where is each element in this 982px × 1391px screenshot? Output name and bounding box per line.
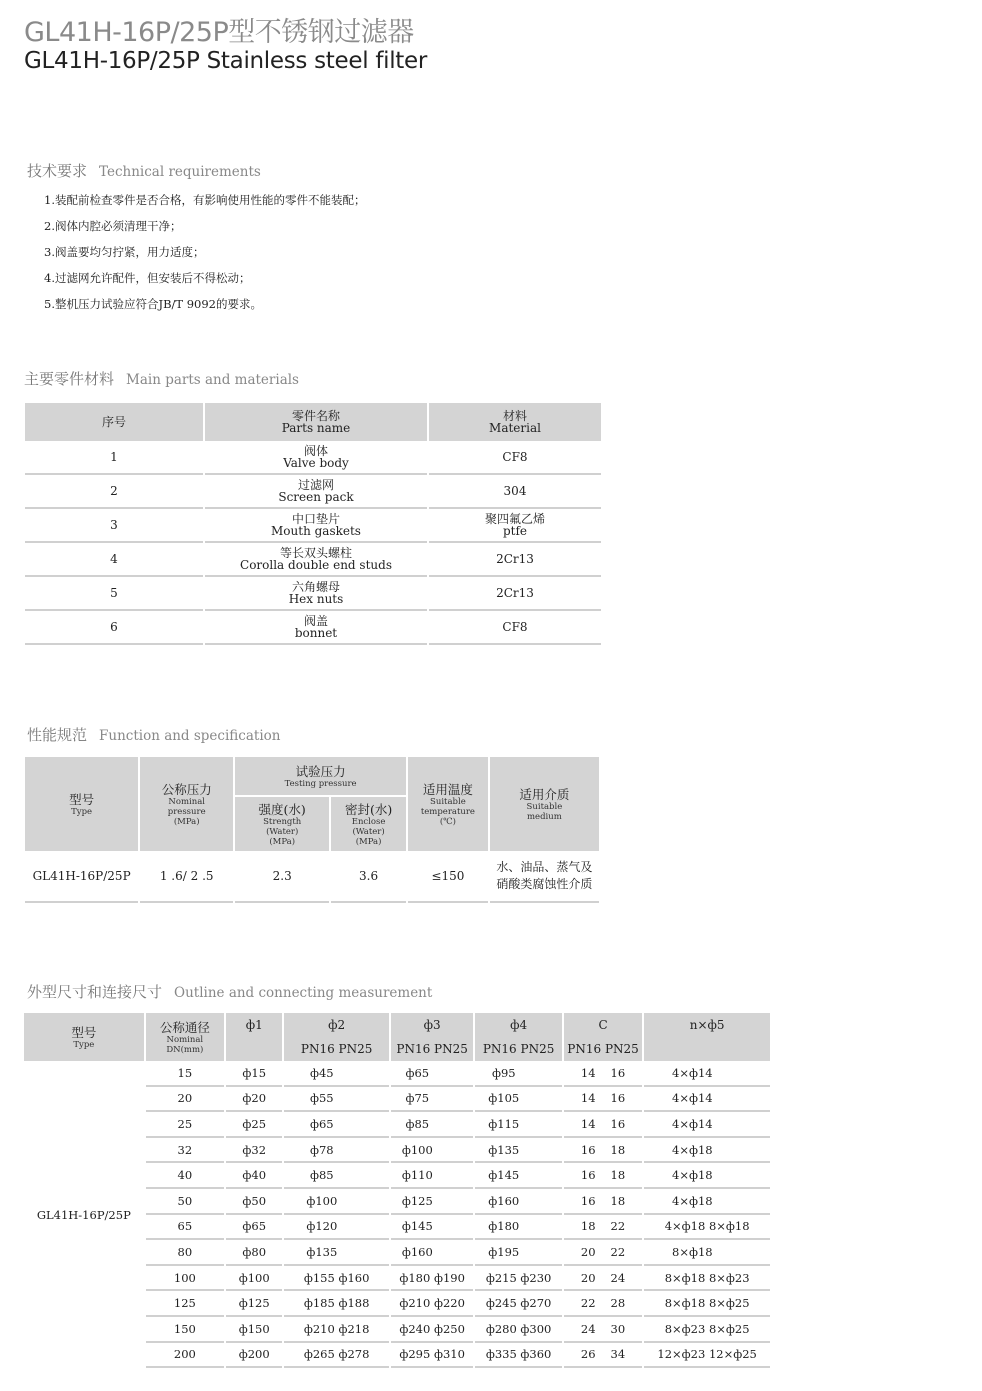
table-row <box>25 543 601 577</box>
dims-d3-cell: ф65 <box>391 1061 473 1087</box>
part-name-cell: 等长双头螺柱 Corolla double end studs <box>205 543 427 577</box>
tech-requirements-list <box>44 190 365 320</box>
part-name-cell: 阀盖 bonnet <box>205 611 427 645</box>
dims-n-cell: 4×ф18 <box>644 1189 770 1215</box>
dims-d3-cell: ф295 ф310 <box>391 1343 473 1369</box>
dims-d2-cell: ф78 <box>284 1138 389 1164</box>
func-medium-cell: 水、油品、蒸气及 硝酸类腐蚀性介质 <box>490 851 599 903</box>
dims-d2-cell: ф185 ф188 <box>284 1291 389 1317</box>
dims-d2-cell: ф120 <box>284 1215 389 1241</box>
dims-d3-cell: ф210 ф220 <box>391 1291 473 1317</box>
dims-d3-cell: ф125 <box>391 1189 473 1215</box>
dims-d4-cell: ф280 ф300 <box>475 1317 561 1343</box>
table-row <box>25 577 601 611</box>
dims-d4-cell: ф105 <box>475 1087 561 1113</box>
part-name-cell: 中口垫片 Mouth gaskets <box>205 509 427 543</box>
func-seal-cell: 3.6 <box>331 851 406 903</box>
parts-title-en: Main parts and materials <box>126 372 299 388</box>
dims-d1-cell: ф25 <box>226 1112 282 1138</box>
dims-d2-cell: ф265 ф278 <box>284 1343 389 1369</box>
part-material-cell: CF8 <box>429 611 601 645</box>
dims-d1-cell: ф40 <box>226 1163 282 1189</box>
dims-subheader-d2: PN16 PN25 <box>284 1037 389 1061</box>
dims-d1-cell: ф150 <box>226 1317 282 1343</box>
func-header-type: 型号 Type <box>25 757 138 851</box>
dims-c-cell: 24 30 <box>564 1317 642 1343</box>
dims-d2-cell: ф45 <box>284 1061 389 1087</box>
dims-d1-cell: ф32 <box>226 1138 282 1164</box>
dims-d3-cell: ф85 <box>391 1112 473 1138</box>
dims-d1-cell: ф125 <box>226 1291 282 1317</box>
func-header-temp: 适用温度 Suitable temperature (℃) <box>408 757 488 851</box>
dims-d4-cell: ф160 <box>475 1189 561 1215</box>
dims-c-cell: 26 34 <box>564 1343 642 1369</box>
func-header-strength: 强度(水) Strength (Water) (MPa) <box>235 797 329 851</box>
table-row <box>25 441 601 475</box>
func-section-title <box>27 724 280 745</box>
page-title-cn: GL41H-16P/25P型不锈钢过滤器 <box>24 17 414 48</box>
dims-dn-cell: 32 <box>146 1138 224 1164</box>
part-material-cell: 聚四氟乙烯 ptfe <box>429 509 601 543</box>
dims-n-cell: 12×ф23 12×ф25 <box>644 1343 770 1369</box>
dims-d2-cell: ф85 <box>284 1163 389 1189</box>
dims-d3-cell: ф75 <box>391 1087 473 1113</box>
func-pn-cell: 1 .6/ 2 .5 <box>140 851 233 903</box>
dims-n-cell: 8×ф18 <box>644 1240 770 1266</box>
part-no-cell: 5 <box>25 577 203 611</box>
dims-c-cell: 22 28 <box>564 1291 642 1317</box>
func-title-cn: 性能规范 <box>27 726 88 744</box>
dims-dn-cell: 40 <box>146 1163 224 1189</box>
dims-dn-cell: 150 <box>146 1317 224 1343</box>
dims-c-cell: 14 16 <box>564 1112 642 1138</box>
dims-d1-cell: ф100 <box>226 1266 282 1292</box>
dims-n-cell: 4×ф18 <box>644 1163 770 1189</box>
dims-header-dn: 公称通径 Nominal DN(mm) <box>146 1013 224 1061</box>
table-row <box>24 1061 770 1087</box>
parts-section-title <box>24 368 299 389</box>
parts-header-no: 序号 <box>25 403 203 441</box>
dims-n-cell: 4×ф14 <box>644 1112 770 1138</box>
list-item: 4.过滤网允许配件，但安装后不得松动； <box>44 271 251 285</box>
dims-header-type: 型号 Type <box>24 1013 144 1061</box>
part-no-cell: 6 <box>25 611 203 645</box>
dims-d4-cell: ф245 ф270 <box>475 1291 561 1317</box>
dims-c-cell: 20 24 <box>564 1266 642 1292</box>
dims-d2-cell: ф65 <box>284 1112 389 1138</box>
dims-dn-cell: 80 <box>146 1240 224 1266</box>
func-type-cell: GL41H-16P/25P <box>25 851 138 903</box>
part-material-cell: CF8 <box>429 441 601 475</box>
part-name-cell: 六角螺母 Hex nuts <box>205 577 427 611</box>
dims-n-cell: 4×ф14 <box>644 1087 770 1113</box>
part-material-cell: 2Cr13 <box>429 577 601 611</box>
dims-header-d2: ф2 <box>284 1013 389 1037</box>
part-name-cell: 过滤网 Screen pack <box>205 475 427 509</box>
dims-d3-cell: ф180 ф190 <box>391 1266 473 1292</box>
list-item: 5.整机压力试验应符合JB/T 9092的要求。 <box>44 297 262 311</box>
dims-d4-cell: ф95 <box>475 1061 561 1087</box>
dims-c-cell: 16 18 <box>564 1138 642 1164</box>
dims-dn-cell: 50 <box>146 1189 224 1215</box>
dims-d2-cell: ф135 <box>284 1240 389 1266</box>
func-header-pn: 公称压力 Nominal pressure (MPa) <box>140 757 233 851</box>
dims-dn-cell: 125 <box>146 1291 224 1317</box>
tech-section-title <box>27 160 261 181</box>
function-table <box>23 757 601 903</box>
dims-dn-cell: 25 <box>146 1112 224 1138</box>
dims-d2-cell: ф155 ф160 <box>284 1266 389 1292</box>
dims-d3-cell: ф110 <box>391 1163 473 1189</box>
dims-d1-cell: ф20 <box>226 1087 282 1113</box>
dims-c-cell: 20 22 <box>564 1240 642 1266</box>
list-item: 3.阀盖要均匀拧紧，用力适度； <box>44 245 205 259</box>
part-name-cell: 阀体 Valve body <box>205 441 427 475</box>
func-strength-cell: 2.3 <box>235 851 329 903</box>
parts-header-name: 零件名称 Parts name <box>205 403 427 441</box>
dims-subheader-c: PN16 PN25 <box>564 1037 642 1061</box>
dims-d1-cell: ф65 <box>226 1215 282 1241</box>
dims-n-cell: 4×ф18 <box>644 1138 770 1164</box>
dims-dn-cell: 65 <box>146 1215 224 1241</box>
dims-n-cell: 8×ф23 8×ф25 <box>644 1317 770 1343</box>
parts-table <box>23 403 603 645</box>
dims-section-title <box>27 981 432 1002</box>
dims-c-cell: 16 18 <box>564 1163 642 1189</box>
dims-dn-cell: 15 <box>146 1061 224 1087</box>
dims-dn-cell: 200 <box>146 1343 224 1369</box>
page-title-en: GL41H-16P/25P Stainless steel filter <box>24 48 428 74</box>
table-row <box>25 475 601 509</box>
dimensions-table <box>22 1013 772 1368</box>
table-row <box>25 851 599 903</box>
tech-title-en: Technical requirements <box>99 164 261 180</box>
dims-header-d3: ф3 <box>391 1013 473 1037</box>
dims-d3-cell: ф160 <box>391 1240 473 1266</box>
part-material-cell: 304 <box>429 475 601 509</box>
list-item: 1.装配前检查零件是否合格，有影响使用性能的零件不能装配； <box>44 193 366 207</box>
dims-subheader-d3: PN16 PN25 <box>391 1037 473 1061</box>
dims-n-cell: 4×ф14 <box>644 1061 770 1087</box>
func-header-seal: 密封(水) Enclose (Water) (MPa) <box>331 797 406 851</box>
dims-title-en: Outline and connecting measurement <box>174 985 433 1001</box>
dims-n-cell: 4×ф18 8×ф18 <box>644 1215 770 1241</box>
dims-d2-cell: ф55 <box>284 1087 389 1113</box>
func-header-test: 试验压力 Testing pressure <box>235 757 406 797</box>
dims-d3-cell: ф100 <box>391 1138 473 1164</box>
table-row <box>25 611 601 645</box>
dims-header-n: n×ф5 <box>644 1013 770 1061</box>
dims-subheader-d4: PN16 PN25 <box>475 1037 561 1061</box>
part-no-cell: 2 <box>25 475 203 509</box>
dims-d4-cell: ф195 <box>475 1240 561 1266</box>
dims-d1-cell: ф200 <box>226 1343 282 1369</box>
dims-d4-cell: ф115 <box>475 1112 561 1138</box>
dims-d4-cell: ф145 <box>475 1163 561 1189</box>
dims-d3-cell: ф145 <box>391 1215 473 1241</box>
dims-header-c: C <box>564 1013 642 1037</box>
parts-title-cn: 主要零件材料 <box>24 370 115 388</box>
dims-d1-cell: ф80 <box>226 1240 282 1266</box>
dims-d4-cell: ф335 ф360 <box>475 1343 561 1369</box>
table-row <box>25 509 601 543</box>
dims-n-cell: 8×ф18 8×ф25 <box>644 1291 770 1317</box>
dims-n-cell: 8×ф18 8×ф23 <box>644 1266 770 1292</box>
part-material-cell: 2Cr13 <box>429 543 601 577</box>
dims-c-cell: 18 22 <box>564 1215 642 1241</box>
dims-d4-cell: ф135 <box>475 1138 561 1164</box>
dims-d1-cell: ф50 <box>226 1189 282 1215</box>
part-no-cell: 3 <box>25 509 203 543</box>
dims-c-cell: 14 16 <box>564 1087 642 1113</box>
part-no-cell: 1 <box>25 441 203 475</box>
dims-c-cell: 16 18 <box>564 1189 642 1215</box>
dims-dn-cell: 20 <box>146 1087 224 1113</box>
parts-header-material: 材料 Material <box>429 403 601 441</box>
dims-c-cell: 14 16 <box>564 1061 642 1087</box>
part-no-cell: 4 <box>25 543 203 577</box>
func-title-en: Function and specification <box>99 728 281 744</box>
dims-type-cell: GL41H-16P/25P <box>36 1207 131 1222</box>
dims-d3-cell: ф240 ф250 <box>391 1317 473 1343</box>
dims-header-d4: ф4 <box>475 1013 561 1037</box>
dims-d4-cell: ф215 ф230 <box>475 1266 561 1292</box>
dims-d2-cell: ф210 ф218 <box>284 1317 389 1343</box>
list-item: 2.阀体内腔必须清理干净； <box>44 219 182 233</box>
dims-title-cn: 外型尺寸和连接尺寸 <box>27 983 163 1001</box>
tech-title-cn: 技术要求 <box>27 162 88 180</box>
dims-dn-cell: 100 <box>146 1266 224 1292</box>
func-temp-cell: ≤150 <box>408 851 488 903</box>
dims-d2-cell: ф100 <box>284 1189 389 1215</box>
func-header-medium: 适用介质 Suitable medium <box>490 757 599 851</box>
dims-header-d1: ф1 <box>226 1013 282 1061</box>
dims-d4-cell: ф180 <box>475 1215 561 1241</box>
dims-d1-cell: ф15 <box>226 1061 282 1087</box>
